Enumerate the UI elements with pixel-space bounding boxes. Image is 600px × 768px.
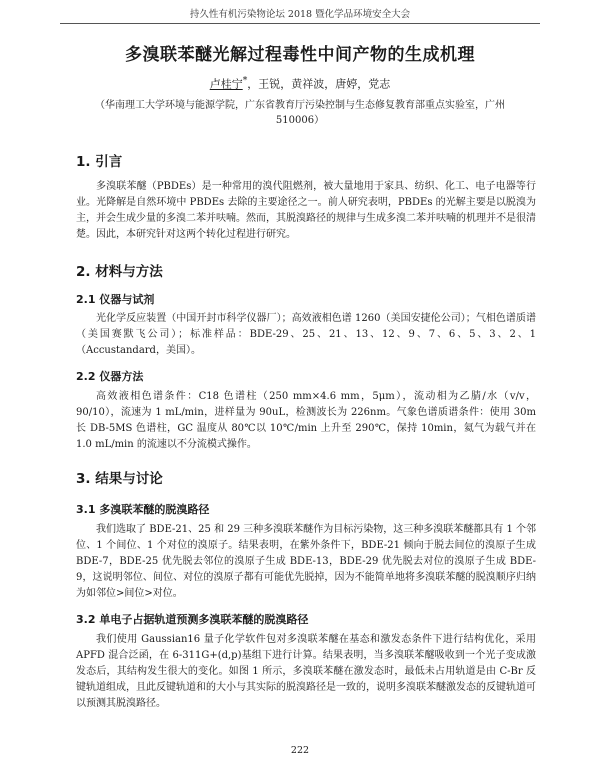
author-list [40,75,560,92]
section-heading-methods: 2. 材料与方法 [76,264,163,280]
debromination-paragraph: 我们选取了 BDE-21、25 和 29 三种多溴联苯醚作为目标污染物，这三种多溴联苯醚都具有 1 个邻位、1 个间位、1 个对位的溴原子。结果表明，在紫外条件下，BDE-21 倾向于脱去间位的溴原子生成 BDE-7，BDE-25 优先脱去邻位的溴原子生成 BDE-13，BDE-29 优先脱去对位的溴原子生成 BDE-9，这说明邻位、间位、对位的溴原子都有可能优先脱掉，因为不能简单地将多溴联苯醚的脱溴顺序归纳为如邻位>间位>对位。 [76,524,536,599]
subsection-heading-somo: 3.2 单电子占据轨道预测多溴联苯醚的脱溴路径 [76,613,309,626]
instruments-paragraph: 光化学反应装置（中国开封市科学仪器厂）；高效液相色谱 1260（美国安捷伦公司）；气相色谱质谱（美国赛默飞公司）；标准样品：BDE-29、25、21、13、12、9、7、6、5、3、2、1（Accustandard，美国）。 [76,313,536,356]
corresponding-marker: * [242,75,248,86]
method-paragraph: 高效液相色谱条件：C18 色谱柱（250 mm×4.6 mm，5μm），流动相为乙腈/水（v/v，90/10），流速为 1 mL/min，进样量为 90uL，检测波长为 226nm。气象色谱质谱条件：使用 30m 长 DB-5MS 色谱柱，GC 温度从 80℃以 10℃/min 上升至 290℃，保持 10min，氦气为载气并在 1.0 mL/min 的流速以不分流模式操作。 [76,391,536,450]
subsection-heading-debromination: 3.1 多溴联苯醚的脱溴路径 [76,503,210,516]
page-number: 222 [290,745,310,756]
other-authors: ，王锐，黄祥波，唐婷，党志 [247,77,391,91]
affiliation: （华南理工大学环境与能源学院，广东省教育厅污染控制与生态修复教育部重点实验室，广州 510006） [95,100,505,126]
intro-paragraph: 多溴联苯醚（PBDEs）是一种常用的溴代阻燃剂，被大量地用于家具、纺织、化工、电子电器等行业。光降解是自然环境中 PBDEs 去除的主要途径之一。前人研究表明，PBDEs 的光解主要是以脱溴为主，并会生成少量的多溴二苯并呋喃。然而，其脱溴路径的规律与生成多溴二苯并呋喃的机理并不是很清楚。因此，本研究针对这两个转化过程进行研究。 [76,181,536,240]
somo-paragraph: 我们使用 Gaussian16 量子化学软件包对多溴联苯醚在基态和激发态条件下进行结构优化，采用 APFD 混合泛函，在 6-311G+(d,p)基组下进行计算。结果表明，当多溴联苯醚吸收到一个光子变成激发态后，其结构发生很大的变化。如图 1 所示，多溴联苯醚在激发态时，最低未占用轨道是由 C-Br 反键轨道组成，且此反键轨道和的大小与其实际的脱溴路径是一致的，说明多溴联苯醚激发态的反键轨道可以预测其脱溴路径。 [76,634,536,709]
section-heading-introduction: 1. 引言 [76,154,123,170]
running-header: 持久性有机污染物论坛 2018 暨化学品环境安全大会 [60,6,540,24]
subsection-heading-methods: 2.2 仪器方法 [76,370,144,383]
first-author: 卢桂宁 [209,77,243,91]
section-heading-results: 3. 结果与讨论 [76,471,163,487]
paper-title: 多溴联苯醚光解过程毒性中间产物的生成机理 [125,45,475,65]
subsection-heading-instruments: 2.1 仪器与试剂 [76,293,155,306]
